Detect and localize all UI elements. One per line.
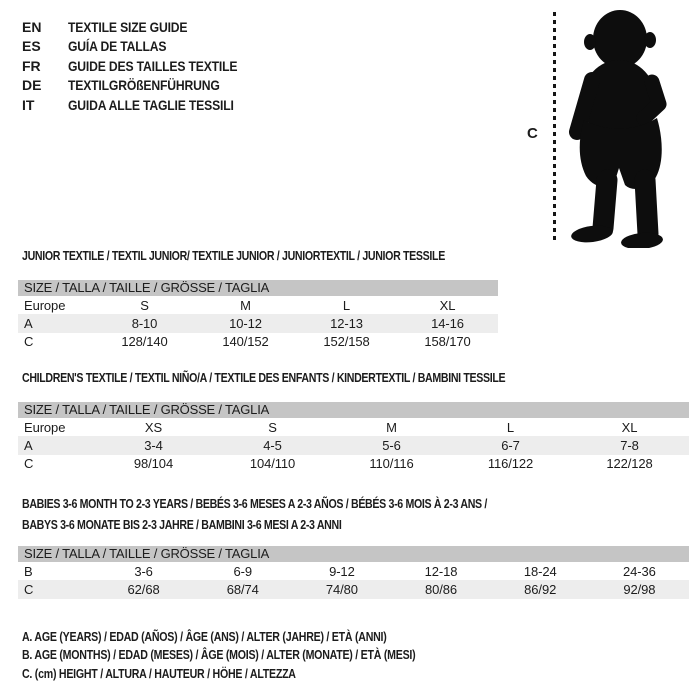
footnotes	[22, 628, 485, 683]
language-title: GUÍA DE TALLAS	[68, 38, 167, 55]
language-title: TEXTILE SIZE GUIDE	[68, 19, 188, 35]
row-label: Europe	[24, 419, 66, 435]
section-title-line: JUNIOR TEXTILE / TEXTIL JUNIOR/ TEXTILE JUNIOR / JUNIORTEXTIL / JUNIOR TESSILE	[22, 249, 445, 263]
row-label: A	[24, 315, 33, 331]
toddler-silhouette-icon	[562, 8, 694, 248]
size-value-cell: 122/128	[606, 456, 653, 472]
language-code: DE	[22, 77, 42, 94]
size-value-cell: 8-10	[131, 315, 158, 331]
footnote-b: B. AGE (MONTHS) / EDAD (MESES) / ÂGE (MOIS) / ALTER (MONATE) / ETÀ (MESI)	[22, 648, 416, 663]
size-value-cell: 12-13	[330, 315, 363, 331]
size-value-cell: 116/122	[487, 456, 534, 472]
language-row-fr	[22, 57, 263, 76]
language-title: GUIDA ALLE TAGLIE TESSILI	[68, 96, 234, 113]
language-code: FR	[22, 57, 41, 74]
size-header-bar: SIZE / TALLA / TAILLE / GRÖSSE / TAGLIA	[18, 280, 498, 296]
section-title	[22, 370, 589, 386]
size-value-cell: 86/92	[524, 581, 557, 597]
section-title	[22, 248, 445, 264]
size-value-cell: 92/98	[623, 581, 656, 597]
section-title-line: BABYS 3-6 MONATE BIS 2-3 JAHRE / BAMBINI 3-6 MESI A 2-3 ANNI	[22, 518, 342, 532]
size-value-cell: 140/152	[222, 334, 269, 350]
size-value-cell: M	[386, 419, 397, 435]
size-value-cell: M	[240, 297, 251, 313]
size-value-cell: XS	[144, 419, 163, 435]
language-title: TEXTILGRÖßENFÜHRUNG	[68, 77, 220, 94]
language-row-it	[22, 96, 263, 115]
footnote-a: A. AGE (YEARS) / EDAD (AÑOS) / ÂGE (ANS) / ALTER (JAHRE) / ETÀ (ANNI)	[22, 630, 387, 644]
language-list	[22, 18, 263, 115]
size-value-cell: L	[342, 297, 351, 313]
size-value-cell: 12-18	[424, 563, 458, 579]
language-title: GUIDE DES TAILLES TEXTILE	[68, 57, 238, 74]
children-size-table	[18, 418, 689, 473]
section-junior-textile	[18, 248, 498, 351]
table-row	[18, 436, 689, 454]
size-value-cell: 110/116	[369, 456, 414, 472]
section-title-line: CHILDREN'S TEXTILE / TEXTIL NIÑO/A / TEXTILE DES ENFANTS / KINDERTEXTIL / BAMBINI TESSILE	[22, 371, 506, 385]
row-label: C	[24, 456, 34, 472]
row-label: Europe	[24, 297, 66, 313]
size-value-cell: 98/104	[133, 456, 174, 472]
size-value-cell: S	[268, 419, 277, 435]
height-measure-dotted-line	[553, 12, 556, 242]
size-header-bar: SIZE / TALLA / TAILLE / GRÖSSE / TAGLIA	[18, 402, 689, 418]
babies-size-table	[18, 562, 689, 599]
row-label: C	[24, 334, 34, 350]
section-title-line: BABIES 3-6 MONTH TO 2-3 YEARS / BEBÉS 3-6 MESES A 2-3 AÑOS / BÉBÉS 3-6 MOIS À 2-3 ANS /	[22, 497, 488, 511]
size-value-cell: 128/140	[121, 334, 168, 350]
size-value-cell: L	[506, 419, 515, 435]
size-value-cell: 68/74	[226, 581, 259, 597]
size-value-cell: XL	[621, 419, 638, 435]
table-row	[18, 296, 498, 314]
section-childrens-textile	[18, 370, 689, 473]
size-value-cell: 10-12	[229, 315, 262, 331]
size-value-cell: 158/170	[424, 334, 471, 350]
size-value-cell: 80/86	[425, 581, 458, 597]
table-row	[18, 580, 689, 598]
size-value-cell: 18-24	[523, 563, 557, 579]
size-value-cell: 62/68	[127, 581, 160, 597]
table-row	[18, 333, 498, 351]
size-value-cell: 14-16	[431, 315, 464, 331]
language-code: EN	[22, 19, 42, 35]
size-value-cell: 104/110	[249, 456, 296, 472]
row-label: A	[24, 437, 33, 453]
language-code: ES	[22, 38, 41, 55]
size-value-cell: 3-4	[144, 437, 163, 453]
size-value-cell: 3-6	[134, 563, 153, 579]
table-row	[18, 418, 689, 436]
size-value-cell: 9-12	[329, 563, 355, 579]
size-value-cell: 6-7	[501, 437, 520, 453]
table-row	[18, 314, 498, 332]
size-value-cell: S	[140, 297, 149, 313]
language-row-es	[22, 37, 263, 56]
row-label: B	[24, 563, 33, 579]
size-value-cell: 24-36	[623, 563, 656, 579]
size-value-cell: 5-6	[382, 437, 401, 453]
size-value-cell: 7-8	[620, 437, 639, 453]
junior-size-table	[18, 296, 498, 351]
size-value-cell: 152/158	[323, 334, 370, 350]
size-value-cell: 4-5	[263, 437, 282, 453]
height-measure-label: C	[527, 125, 538, 142]
size-value-cell: XL	[439, 297, 456, 313]
row-label: C	[24, 581, 34, 597]
section-babies-textile	[18, 494, 689, 599]
footnote-c: C. (cm) HEIGHT / ALTURA / HAUTEUR / HÖHE / ALTEZZA	[22, 666, 296, 681]
figure-area	[520, 8, 698, 252]
size-value-cell: 74/80	[325, 581, 358, 597]
language-code: IT	[22, 96, 35, 113]
table-row	[18, 455, 689, 473]
language-row-de	[22, 76, 263, 95]
size-header-bar: SIZE / TALLA / TAILLE / GRÖSSE / TAGLIA	[18, 546, 689, 562]
size-value-cell: 6-9	[233, 563, 252, 579]
language-row-en	[22, 18, 263, 37]
table-row	[18, 562, 689, 580]
section-title	[22, 494, 589, 536]
